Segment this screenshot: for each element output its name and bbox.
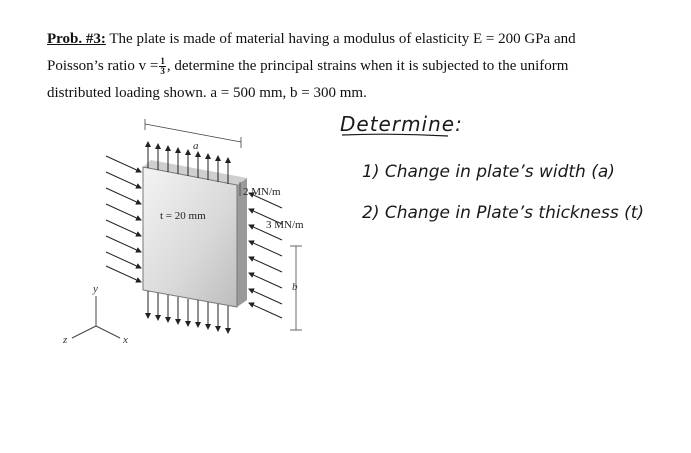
axis-y-label: y	[93, 283, 98, 295]
poisson-denominator: 3	[160, 66, 165, 77]
left-load-arrows	[106, 156, 141, 282]
axes	[72, 296, 120, 338]
dimension-b-label: b	[292, 281, 298, 293]
axis-x-label: x	[123, 334, 128, 346]
poisson-label: Poisson’s ratio v =	[47, 58, 159, 74]
plate	[143, 167, 237, 307]
problem-line-2-text: , determine the principal strains when it is subjected to the uniform	[166, 58, 569, 74]
determine-underline	[340, 132, 450, 138]
problem-line-3: distributed loading shown. a = 500 mm, b = 300 mm.	[47, 85, 367, 101]
thickness-label: t = 20 mm	[160, 210, 206, 222]
determine-item-2: 2) Change in Plate’s thickness (t)	[362, 203, 645, 223]
axis-z-label: z	[63, 334, 68, 346]
load-side-label: 3 MN/m	[266, 219, 304, 231]
poisson-numerator: 1	[160, 56, 165, 67]
problem-number: Prob. #3:	[47, 31, 106, 47]
problem-line-1-text: The plate is made of material having a modulus of elasticity E = 200 GPa and	[105, 31, 576, 47]
determine-item-1: 1) Change in plate’s width (a)	[362, 162, 615, 182]
load-top-label: 2 MN/m	[243, 186, 281, 198]
dimension-a-label: a	[193, 140, 199, 152]
determine-title: Determine:	[340, 112, 463, 136]
right-load-arrows	[249, 193, 282, 318]
